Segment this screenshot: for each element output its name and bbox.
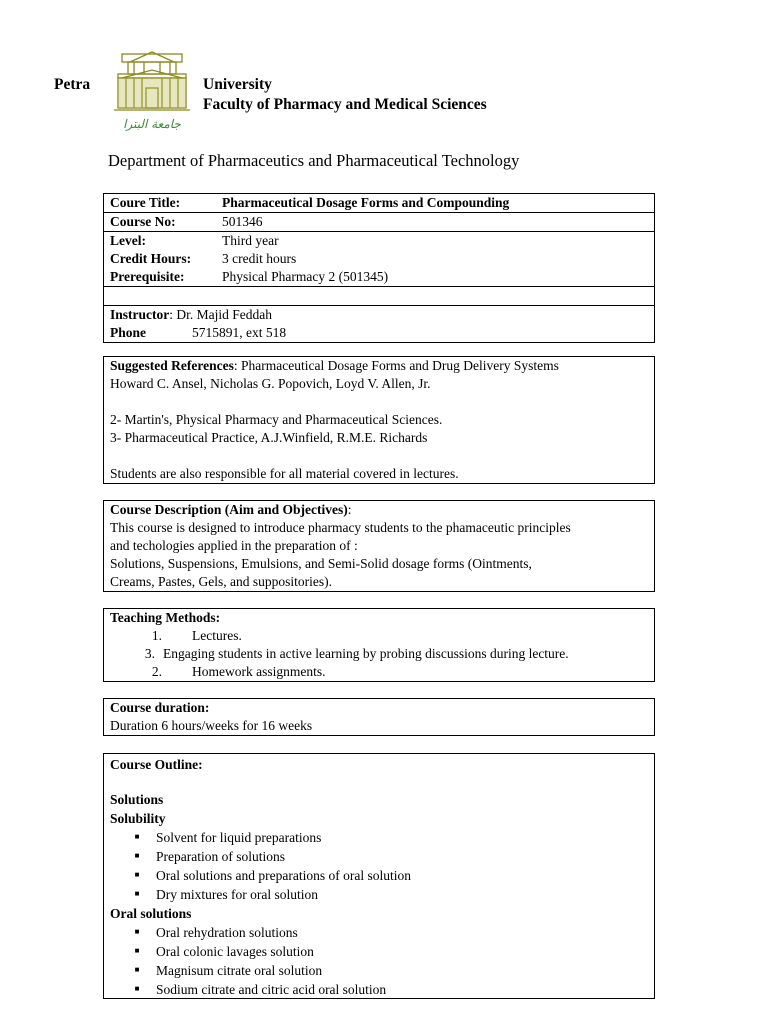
bullet-icon: ■: [134, 946, 140, 955]
bullet-icon: ■: [134, 984, 140, 993]
level-row: [104, 232, 654, 250]
teaching-label: Teaching Methods:: [110, 610, 221, 625]
list-item: ■ Preparation of solutions: [110, 847, 648, 866]
course-no-label: Course No:: [110, 214, 176, 229]
blank-row: [104, 287, 654, 306]
references-line-3: 2- Martin's, Physical Pharmacy and Pharmaceutical Sciences.: [110, 412, 443, 427]
list-item: ■ Dry mixtures for oral solution: [110, 885, 648, 904]
outline-solubility-heading: Solubility: [110, 811, 166, 826]
description-colon: :: [347, 502, 352, 517]
references-label: Suggested References: [110, 358, 234, 373]
prerequisite-label: Prerequisite:: [110, 269, 185, 284]
instructor-row: [104, 306, 654, 324]
credit-hours-label: Credit Hours:: [110, 251, 192, 266]
teaching-item-1: [110, 627, 648, 645]
header-faculty: Faculty of Pharmacy and Medical Sciences: [203, 96, 487, 113]
references-box: [103, 356, 655, 484]
bullet-icon: ■: [134, 870, 140, 879]
references-line-1: [110, 357, 648, 375]
list-item: ■ Magnisum citrate oral solution: [110, 961, 648, 980]
course-no-value: 501346: [222, 214, 263, 229]
teaching-item-3-text: Homework assignments.: [192, 664, 326, 679]
teaching-item-2-num: 3.: [144, 646, 155, 661]
prerequisite-value: Physical Pharmacy 2 (501345): [222, 269, 389, 284]
references-line-2: Howard C. Ansel, Nicholas G. Popovich, Loyd V. Allen, Jr.: [110, 376, 431, 391]
duration-text: Duration 6 hours/weeks for 16 weeks: [110, 718, 313, 733]
header-title-block: [203, 75, 487, 115]
bullet-icon: ■: [134, 965, 140, 974]
teaching-item-2-text: Engaging students in active learning by probing discussions during lecture.: [163, 646, 569, 661]
references-line-4: 3- Pharmaceutical Practice, A.J.Winfield, R.M.E. Richards: [110, 430, 428, 445]
phone-row: [104, 324, 654, 342]
description-line-2: and techologies applied in the preparation of :: [110, 538, 358, 553]
list-item: ■ Oral solutions and preparations of oral solution: [110, 866, 648, 885]
references-text-1: : Pharmaceutical Dosage Forms and Drug Delivery Systems: [233, 358, 559, 373]
level-value: Third year: [222, 233, 279, 248]
outline-oral-solutions-heading: Oral solutions: [110, 906, 192, 921]
teaching-item-3-num: 2.: [151, 664, 162, 679]
teaching-item-3: [110, 663, 648, 681]
description-label: Course Description (Aim and Objectives): [110, 502, 348, 517]
instructor-label: Instructor: [110, 307, 170, 322]
course-outline-box: [103, 753, 655, 999]
list-item: ■ Oral colonic lavages solution: [110, 942, 648, 961]
petra-university-logo: [110, 48, 194, 138]
description-line-1: This course is designed to introduce pharmacy students to the phamaceutic principles: [110, 520, 571, 535]
header-petra: Petra: [54, 76, 91, 93]
phone-value: 5715891, ext 518: [192, 325, 287, 340]
course-title-label: Coure Title:: [110, 195, 181, 210]
references-line-5: Students are also responsible for all material covered in lectures.: [110, 466, 459, 481]
level-label: Level:: [110, 233, 146, 248]
course-title-row: [104, 194, 654, 213]
logo-arabic-text: جامعة البترا: [123, 117, 181, 131]
department-title: Department of Pharmaceutics and Pharmaceutical Technology: [108, 151, 520, 170]
course-duration-box: [103, 698, 655, 736]
credit-hours-value: 3 credit hours: [222, 251, 297, 266]
description-line-3: Solutions, Suspensions, Emulsions, and Semi-Solid dosage forms (Ointments,: [110, 556, 532, 571]
bullet-icon: ■: [134, 927, 140, 936]
prerequisite-row: [104, 268, 654, 287]
bullet-icon: ■: [134, 889, 140, 898]
instructor-value: : Dr. Majid Feddah: [169, 307, 272, 322]
course-title-value: Pharmaceutical Dosage Forms and Compounding: [222, 195, 510, 210]
course-no-row: [104, 213, 654, 232]
description-line-4: Creams, Pastes, Gels, and suppositories).: [110, 574, 332, 589]
phone-label: Phone: [110, 325, 147, 340]
outline-solutions-heading: Solutions: [110, 792, 164, 807]
teaching-item-1-num: 1.: [151, 628, 162, 643]
outline-label: Course Outline:: [110, 757, 203, 772]
course-description-box: [103, 500, 655, 592]
duration-label: Course duration:: [110, 700, 210, 715]
bullet-icon: ■: [134, 851, 140, 860]
bullet-icon: ■: [134, 832, 140, 841]
list-item: ■ Sodium citrate and citric acid oral solution: [110, 980, 648, 999]
teaching-item-1-text: Lectures.: [192, 628, 242, 643]
header-university: University: [203, 76, 272, 93]
teaching-methods-box: [103, 608, 655, 682]
description-heading: [110, 501, 648, 519]
list-item: ■ Solvent for liquid preparations: [110, 828, 648, 847]
list-item: ■ Oral rehydration solutions: [110, 923, 648, 942]
course-info-box: [103, 193, 655, 343]
teaching-item-2: [110, 645, 648, 663]
credit-hours-row: [104, 250, 654, 268]
